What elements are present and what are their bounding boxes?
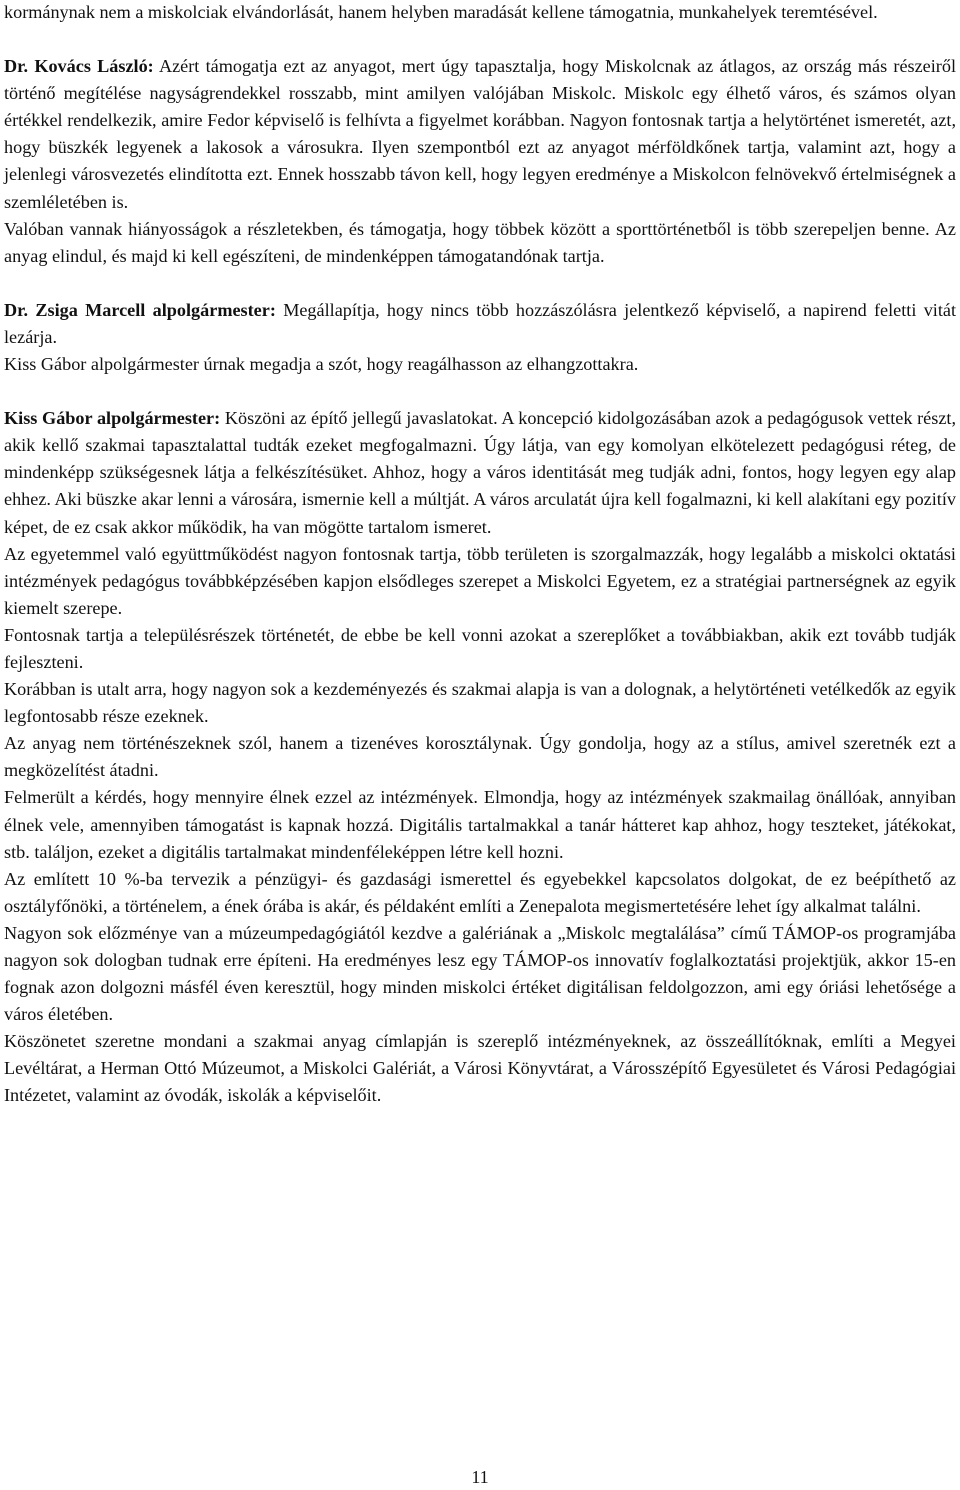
page-number: 11 (471, 1467, 489, 1487)
paragraph-14 (4, 1028, 956, 1109)
paragraph-6 (4, 405, 956, 540)
paragraph-text: Korábban is utalt arra, hogy nagyon sok a kezdeményezés és szakmai alapja is van a dolognak, a helytörténeti vetélkedők az egyik legfontosabb része ezeknek. (4, 679, 956, 727)
paragraph-4 (4, 297, 956, 351)
paragraph-7 (4, 541, 956, 622)
paragraph-text: Az anyag nem történészeknek szól, hanem a tizenéves korosztálynak. Úgy gondolja, hogy az a stílus, amivel szeretnék ezt a megközelítést átadni. (4, 733, 956, 781)
paragraph-text: Fontosnak tartja a településrészek történetét, de ebbe be kell vonni azokat a szereplőket a továbbiakban, akik ezt tovább tudják fejleszteni. (4, 624, 956, 672)
paragraph-text: kormánynak nem a miskolciak elvándorlását, hanem helyben maradását kellene támogatnia, munkahelyek teremtésével. (4, 2, 878, 22)
paragraph-11 (4, 784, 956, 865)
body-text (4, 0, 956, 1110)
paragraph-9 (4, 676, 956, 730)
paragraph-text: Az egyetemmel való együttműködést nagyon fontosnak tartja, több területen is szorgalmazzák, hogy legalább a miskolci oktatási intézmények pedagógus továbbképzésében kapjon elsődleges szerepet a Miskolci Egyetem, ez a stratégiai partnerségnek az egyik kiemelt szerepe. (4, 543, 956, 618)
paragraph-3 (4, 216, 956, 270)
paragraph-1 (4, 0, 956, 26)
paragraph-text: Megállapítja, hogy nincs több hozzászólásra jelentkező képviselő, a napirend feletti vitát lezárja. (4, 299, 957, 347)
paragraph-5 (4, 351, 956, 378)
paragraph-text: Azért támogatja ezt az anyagot, mert úgy tapasztalja, hogy Miskolcnak az átlagos, az ország más részeiről történő megítélése nagyságrendekkel rosszabb, mint amilyen valójában Miskolc. Miskolc egy élhető város, és számos olyan értékkel rendelkezik, amire Fedor képviselő is felhívta a figyelmet korábban. Nagyon fontosnak tartja a helytörténet ismeretét, azt, hogy büszkék legyenek a lakosok a városukra. Ilyen szempontból ezt az anyagot mérföldkőnek tartja, valamint azt, hogy a jelenlegi városvezetés elindította ezt. Ennek hosszabb távon kell, hogy legyen eredménye a Miskolcon felnövekvő értelmiségnek a szemléletében is. (4, 56, 956, 212)
paragraph-text: Felmerült a kérdés, hogy mennyire élnek ezzel az intézmények. Elmondja, hogy az intézmények szakmailag önállóak, annyiban élnek vele, amennyiben támogatást is kapnak hozzá. Digitális tartalmakkal a tanár hátteret kap ahhoz, hogy teszteket, játékokat, stb. találjon, ezeket a digitális tartalmakat mindenféleképpen létre kell hozni. (4, 787, 956, 862)
paragraph-text: Valóban vannak hiányosságok a részletekben, és támogatja, hogy többek között a sporttörténetből is több szerepeljen benne. Az anyag elindul, és majd ki kell egészíteni, de mindenképpen támogatandónak tartja. (4, 218, 956, 266)
paragraph-text: Köszöni az építő jellegű javaslatokat. A koncepció kidolgozásában azok a pedagógusok vettek részt, akik kellő szakmai tapasztalattal tudták ezeket megfogalmazni. Úgy látja, van egy komolyan elkötelezett pedagógusi réteg, de mindenképp szükségesnek látja a felkészítésüket. Ahhoz, hogy a város identitását meg tudják adni, fontos, hogy legyen egy alap ehhez. Aki büszke akar lenni a városára, ismernie kell a múltját. A város arculatát újra kell fogalmazni, ki kell alakítani egy pozitív képet, de ez csak akkor működik, ha van mögötte tartalom ismeret. (4, 408, 956, 537)
paragraph-text: Nagyon sok előzménye van a múzeumpedagógiától kezdve a galériának a „Miskolc megtalálása” című TÁMOP-os programjába nagyon sok dologban tudnak erre építeni. Ha eredményes lesz egy TÁMOP-os innovatív foglalkoztatási projektjük, akkor 15-en fognak azon dolgozni másfél éven keresztül, hogy minden miskolci értéket digitálisan feldolgozzon, ami egy óriási lehetősége a város életében. (4, 922, 956, 1025)
paragraph-12 (4, 866, 956, 920)
paragraph-2 (4, 53, 956, 216)
paragraph-13 (4, 920, 956, 1028)
speaker-name: Kiss Gábor alpolgármester: (4, 408, 221, 429)
paragraph-10 (4, 730, 956, 784)
paragraph-8 (4, 622, 956, 676)
paragraph-text: Kiss Gábor alpolgármester úrnak megadja a szót, hogy reagálhasson az elhangzottakra. (4, 354, 639, 375)
speaker-name: Dr. Zsiga Marcell alpolgármester: (4, 299, 276, 320)
paragraph-text: Az említett 10 %-ba tervezik a pénzügyi- és gazdasági ismerettel és egyebekkel kapcsolatos dolgokat, de ez beépíthető az osztályfőnöki, a történelem, a ének órába is akár, és példaként említi a Zenepalota megismertetésére lehet így alkalmat találni. (4, 868, 956, 916)
speaker-name: Dr. Kovács László: (4, 56, 154, 77)
paragraph-text: Köszönetet szeretne mondani a szakmai anyag címlapján is szereplő intézményeknek, az összeállítóknak, említi a Megyei Levéltárat, a Herman Ottó Múzeumot, a Miskolci Galériát, a Városi Könyvtárat, a Városszépítő Egyesületet és Városi Pedagógiai Intézetet, valamint az óvodák, iskolák a képviselőit. (4, 1031, 956, 1106)
